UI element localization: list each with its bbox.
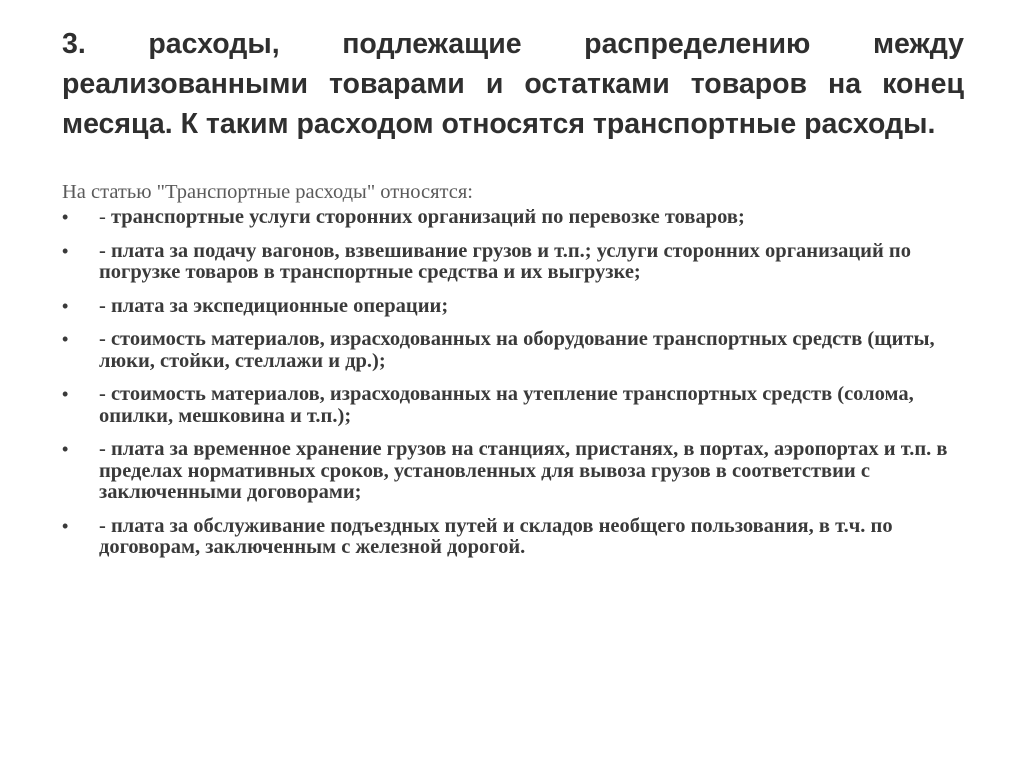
bullet-icon: • [62,515,69,536]
bullet-icon: • [62,439,69,459]
bullet-icon: • [62,207,69,227]
list-item-text: - плата за подачу вагонов, взвешивание грузов и т.п.; услуги сторонних организаций по погрузке товаров в транспортные средства и их выгрузке; [99,239,911,283]
bullet-icon: • [62,240,69,261]
list-item [62,439,972,504]
bullet-icon: • [62,295,69,316]
bullet-icon: • [62,329,69,349]
bullet-icon: • [62,384,69,404]
list-item-text: - плата за экспедиционные операции; [99,294,449,317]
slide-heading: 3. расходы, подлежащие распределению между реализованными товарами и остатками товаров на конец месяца. К таким расходом относятся транспортные расходы. [62,28,964,140]
list-item [62,516,972,559]
list-item-text: - стоимость материалов, израсходованных на оборудование транспортных средств (щиты, люки, стойки, стеллажи и др.); [99,328,935,372]
list-item [62,329,972,372]
list-item [62,207,972,229]
item-dash: - [99,206,111,228]
list-item [62,296,972,318]
intro-text: На статью "Транспортные расходы" относятся: [62,181,473,203]
list-item [62,384,972,427]
list-item-text: - плата за временное хранение грузов на станциях, пристанях, в портах, аэропортах и т.п. в пределах нормативных сроков, установленных для вывоза грузов в соответствии с заключенными договорами; [99,438,948,503]
list-item-text: транспортные услуги сторонних организаций по перевозке товаров; [110,206,745,228]
list-item [62,241,972,284]
list-item-text: - стоимость материалов, израсходованных на утепление транспортных средств (солома, опилки, мешковина и т.п.); [99,383,914,427]
expense-list [62,207,972,571]
list-item-text: - плата за обслуживание подъездных путей и складов необщего пользования, в т.ч. по договорам, заключенным с железной дорогой. [99,514,893,558]
